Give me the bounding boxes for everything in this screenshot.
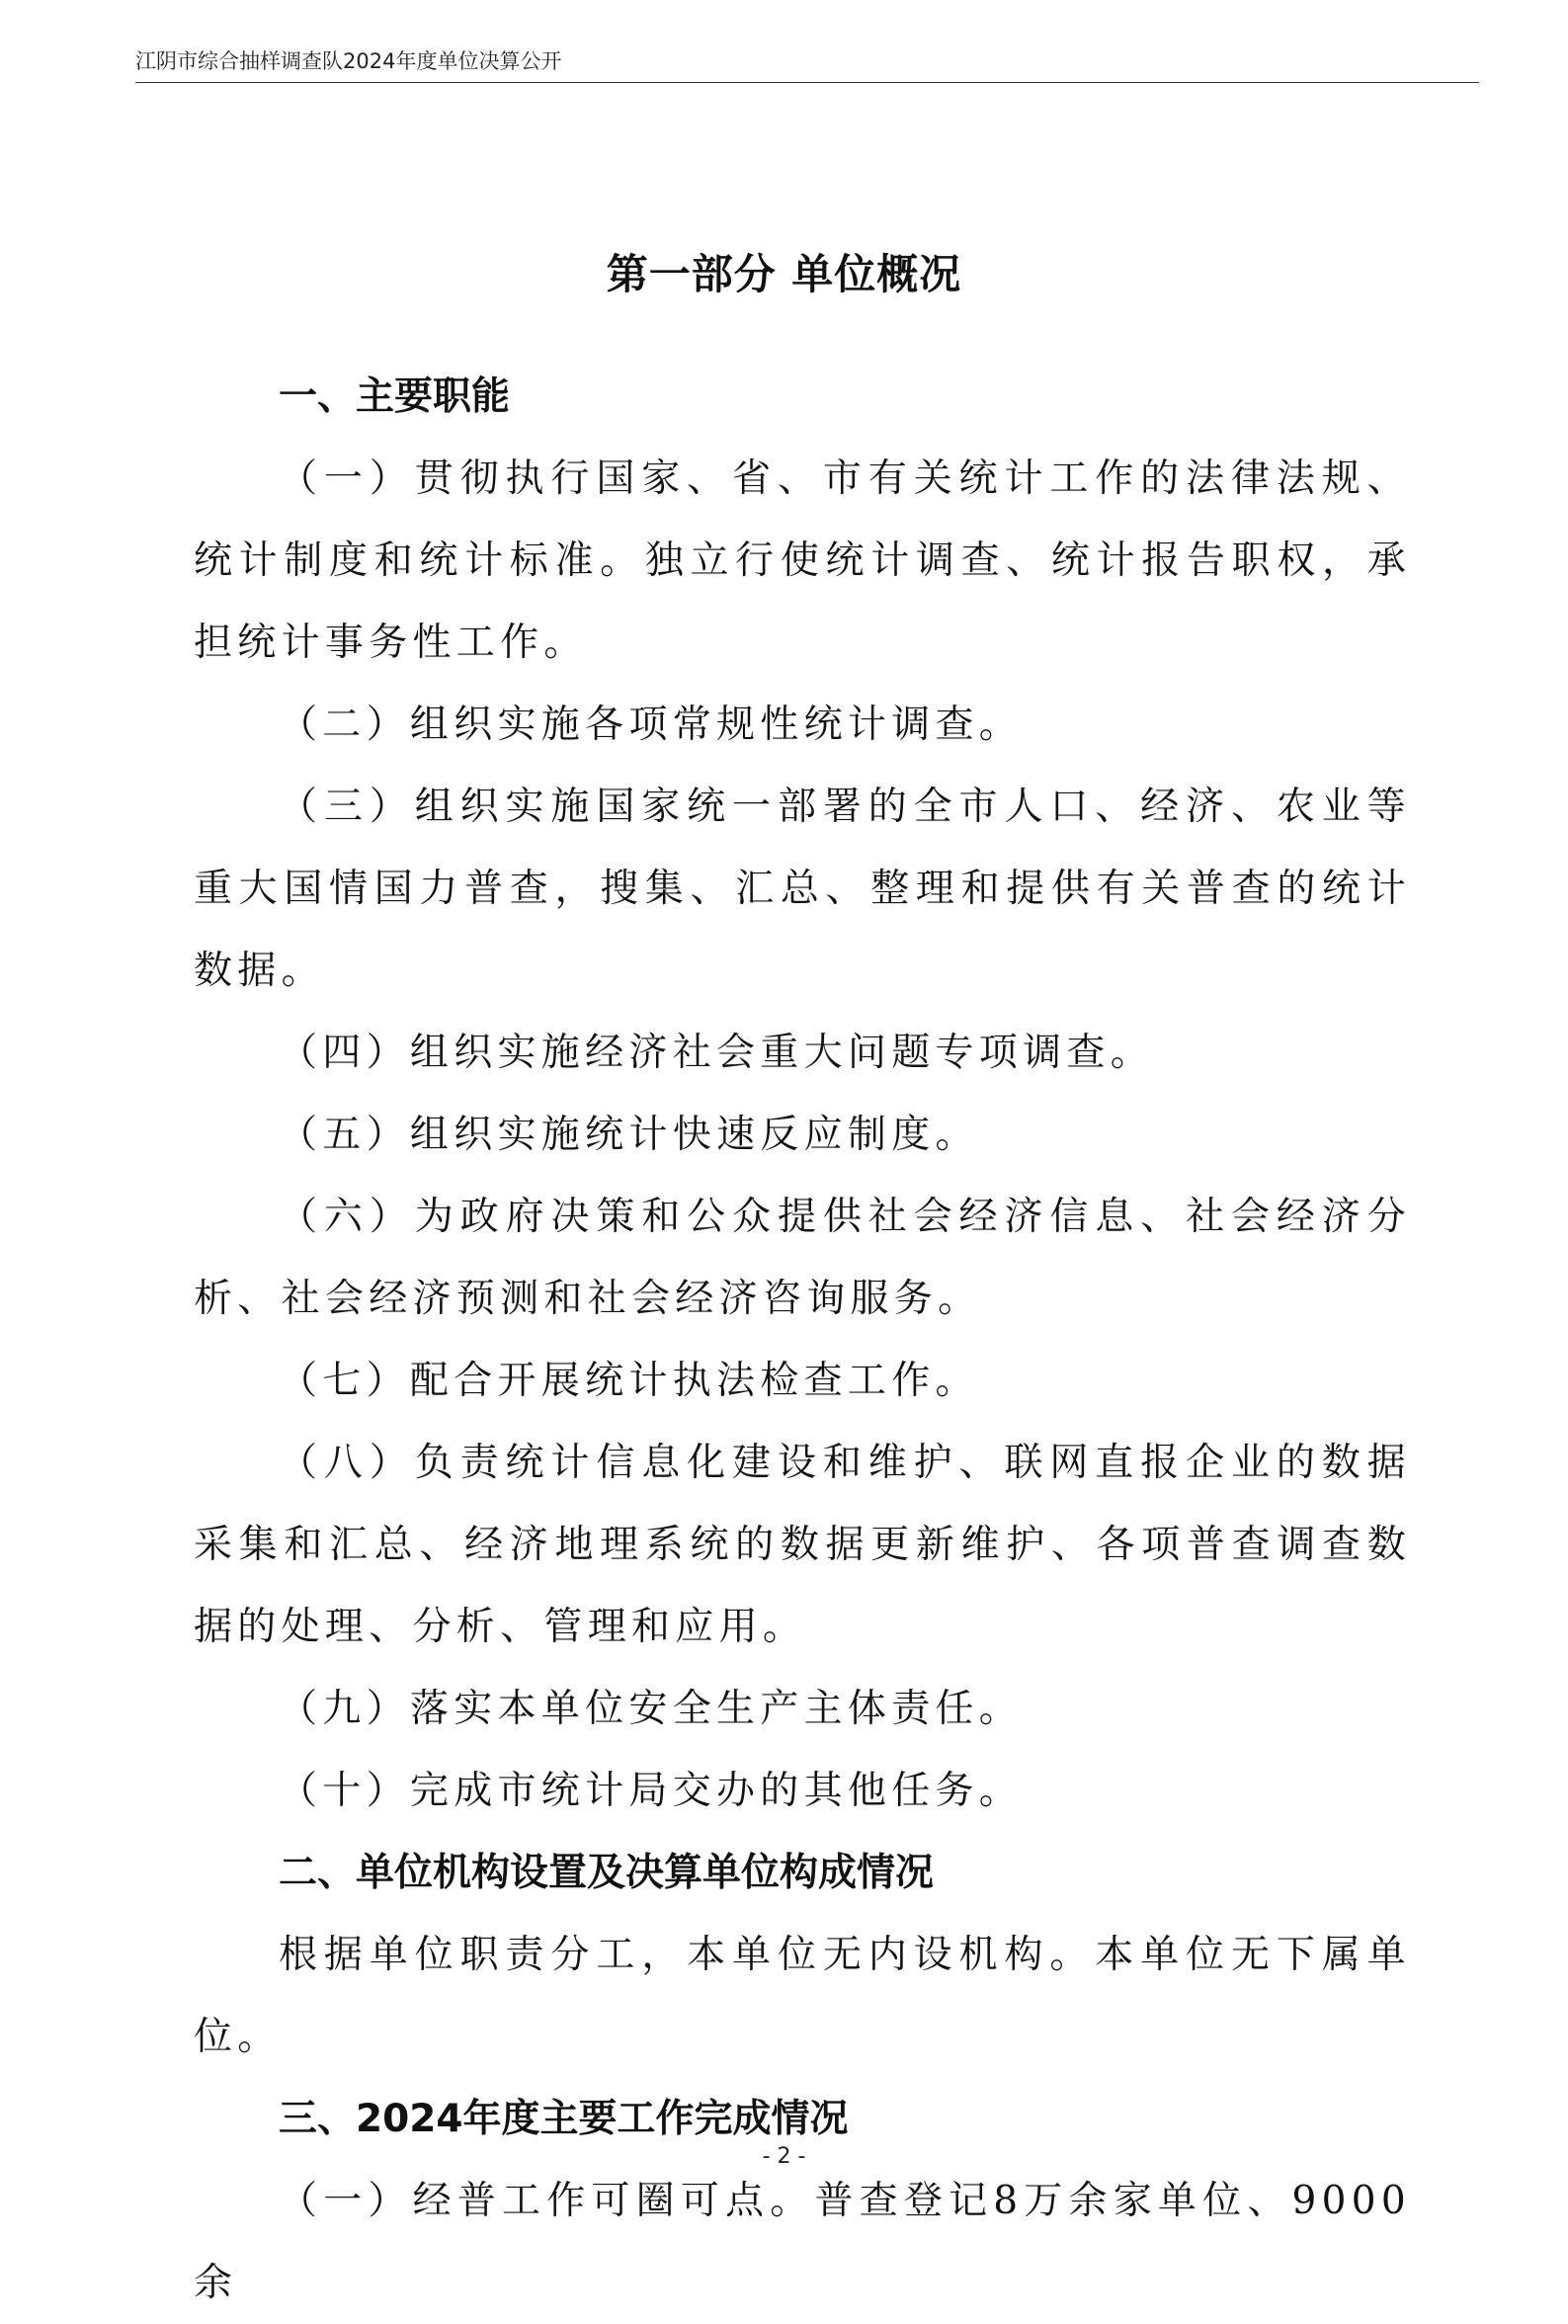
paragraph: （一）经普工作可圈可点。普查登记8万余家单位、9000余: [194, 2179, 1411, 2305]
page-number: - 2 -: [762, 2144, 806, 2169]
paragraph: （十）完成市统计局交办的其他任务。: [279, 1769, 1024, 1813]
paragraph: 根据单位职责分工，本单位无内设机构。本单位无下属单位。: [194, 1933, 1411, 2059]
paragraph: （八）负责统计信息化建设和维护、联网直报企业的数据采集和汇总、经济地理系统的数据更新维护、各项普查调查数据的处理、分析、管理和应用。: [194, 1441, 1411, 1649]
running-title: 江阴市综合抽样调查队2024年度单位决算公开: [135, 49, 562, 73]
paragraph: （七）配合开展统计执法检查工作。: [279, 1359, 979, 1403]
section-heading: 三、2024年度主要工作完成情况: [279, 2097, 849, 2141]
paragraph: （四）组织实施经济社会重大问题专项调查。: [279, 1031, 1155, 1075]
page-title: 第一部分 单位概况: [606, 250, 962, 298]
paragraph: （五）组织实施统计快速反应制度。: [279, 1113, 979, 1157]
document-body: [194, 356, 1411, 2324]
paragraph: （六）为政府决策和公众提供社会经济信息、社会经济分析、社会经济预测和社会经济咨询服务。: [194, 1195, 1411, 1321]
paragraph: （三）组织实施国家统一部署的全市人口、经济、农业等重大国情国力普查，搜集、汇总、整理和提供有关普查的统计数据。: [194, 785, 1411, 993]
page-header: [135, 40, 1479, 83]
paragraph: （一）贯彻执行国家、省、市有关统计工作的法律法规、统计制度和统计标准。独立行使统计调查、统计报告职权，承担统计事务性工作。: [194, 456, 1411, 665]
paragraph: （九）落实本单位安全生产主体责任。: [279, 1687, 1024, 1731]
section-heading: 一、主要职能: [279, 374, 511, 419]
paragraph: （二）组织实施各项常规性统计调查。: [279, 703, 1024, 747]
section-heading: 二、单位机构设置及决算单位构成情况: [279, 1851, 935, 1895]
